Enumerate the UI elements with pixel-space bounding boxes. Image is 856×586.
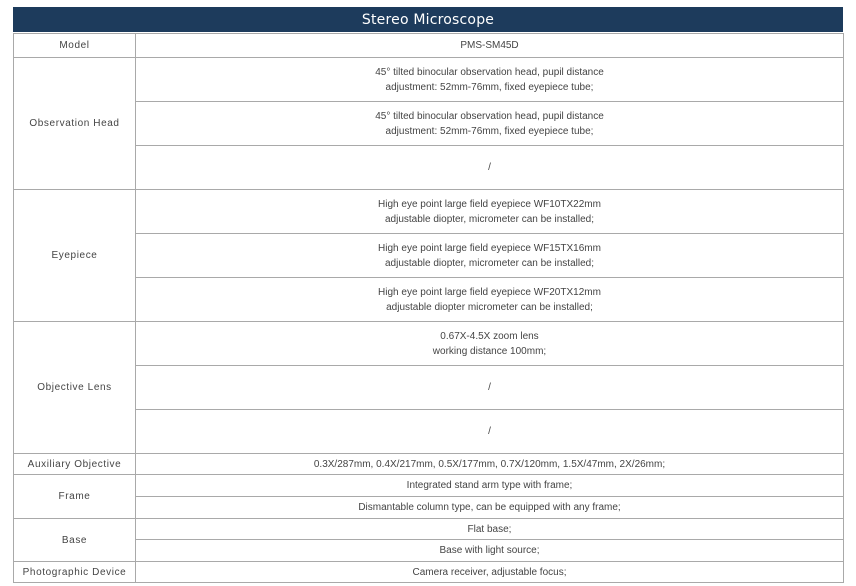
spec-value-line: adjustable diopter micrometer can be installed;	[386, 301, 593, 313]
spec-value	[136, 34, 844, 58]
spec-value-line: working distance 100mm;	[432, 345, 547, 357]
spec-value-line: Flat base;	[467, 523, 512, 535]
table-row	[14, 146, 844, 190]
spec-value	[136, 102, 844, 146]
spec-value-line: 0.3X/287mm, 0.4X/217mm, 0.5X/177mm, 0.7X/120mm, 1.5X/47mm, 2X/26mm;	[313, 458, 666, 470]
row-label: Eyepiece	[14, 190, 136, 322]
spec-value-line: adjustment: 52mm-76mm, fixed eyepiece tube;	[385, 81, 594, 93]
spec-value-line: adjustment: 52mm-76mm, fixed eyepiece tube;	[385, 125, 594, 137]
spec-value-line: adjustable diopter, micrometer can be installed;	[384, 257, 594, 269]
spec-table	[13, 33, 844, 583]
spec-value-line: adjustable diopter, micrometer can be installed;	[384, 213, 594, 225]
table-row	[14, 475, 844, 497]
row-label: Photographic Device	[14, 562, 136, 583]
spec-value-line: High eye point large field eyepiece WF20TX12mm	[378, 286, 601, 298]
spec-value-line: 45° tilted binocular observation head, pupil distance	[375, 110, 604, 122]
table-title: Stereo Microscope	[13, 7, 843, 32]
table-row	[14, 234, 844, 278]
spec-value-line: /	[488, 426, 491, 437]
spec-value-line: /	[488, 382, 491, 393]
spec-value	[136, 540, 844, 562]
table-row	[14, 278, 844, 322]
spec-value	[136, 190, 844, 234]
table-row	[14, 540, 844, 562]
spec-value	[136, 454, 844, 475]
spec-value-line: 0.67X-4.5X zoom lens	[440, 330, 539, 342]
spec-value	[136, 58, 844, 102]
spec-value-line: PMS-SM45D	[460, 40, 519, 51]
spec-value	[136, 366, 844, 410]
spec-value	[136, 410, 844, 454]
spec-value	[136, 234, 844, 278]
table-row	[14, 497, 844, 519]
row-label: Auxiliary Objective	[14, 454, 136, 475]
spec-value-line: Dismantable column type, can be equipped with any frame;	[358, 502, 621, 513]
spec-value-line: Camera receiver, adjustable focus;	[412, 566, 567, 578]
table-row	[14, 190, 844, 234]
spec-value	[136, 475, 844, 497]
row-label: Objective Lens	[14, 322, 136, 454]
spec-value-line: /	[488, 162, 491, 173]
spec-value	[136, 278, 844, 322]
spec-value	[136, 146, 844, 190]
spec-value	[136, 322, 844, 366]
spec-value-line: High eye point large field eyepiece WF10TX22mm	[378, 198, 601, 210]
row-label: Base	[14, 519, 136, 562]
table-row	[14, 366, 844, 410]
table-row	[14, 410, 844, 454]
table-row	[14, 454, 844, 475]
spec-value-line: High eye point large field eyepiece WF15TX16mm	[378, 242, 601, 254]
spec-value-line: 45° tilted binocular observation head, pupil distance	[375, 66, 604, 78]
spec-value-line: Integrated stand arm type with frame;	[406, 480, 573, 491]
spec-value	[136, 497, 844, 519]
table-row	[14, 519, 844, 540]
spec-value	[136, 519, 844, 540]
row-label: Frame	[14, 475, 136, 519]
table-row	[14, 102, 844, 146]
row-label: Observation Head	[14, 58, 136, 190]
table-row	[14, 322, 844, 366]
spec-value-line: Base with light source;	[439, 545, 540, 556]
table-row	[14, 34, 844, 58]
row-label: Model	[14, 34, 136, 58]
table-row	[14, 562, 844, 583]
table-row	[14, 58, 844, 102]
spec-value	[136, 562, 844, 583]
